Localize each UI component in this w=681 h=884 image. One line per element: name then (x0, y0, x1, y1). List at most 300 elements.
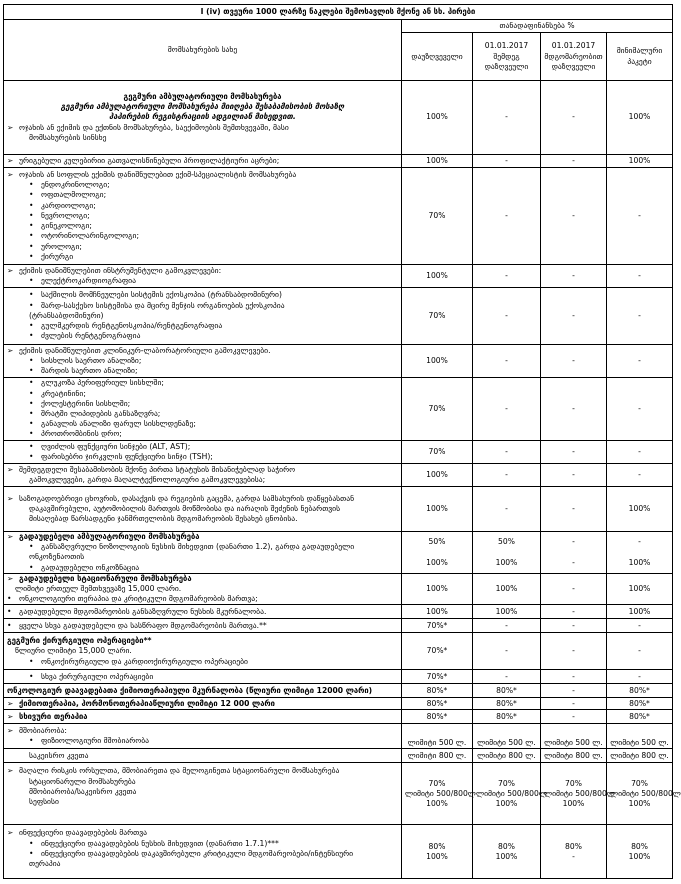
service-cell (4, 619, 402, 633)
service-text: მშობიარობა/საკეისრო კვეთა (29, 786, 137, 796)
insured-as-of-value: - (541, 168, 607, 265)
service-text: გინეკოლოგი; (41, 221, 92, 231)
service-line (7, 321, 398, 331)
service-line (7, 494, 398, 504)
uninsured-value: 70% (402, 288, 473, 345)
service-line (7, 123, 398, 133)
insured-as-of-value: - (541, 464, 607, 487)
insured-as-of-value: - (541, 288, 607, 345)
service-text: წლიური ლიმიტი 15,000 ლარი. (15, 646, 132, 656)
inpatient-value-line: 100% (495, 799, 518, 809)
insured-as-of-value: - (541, 378, 607, 441)
service-line (7, 839, 398, 849)
uninsured-value: 100% (402, 265, 473, 288)
minimum-package-value: - (607, 619, 673, 633)
service-line (7, 102, 398, 112)
insured-after-value: 100% (473, 573, 541, 605)
insured-after-value: 80%* (473, 684, 541, 698)
service-text: ექიმის დანიშნულებით ინსტრუმენტული გამოკვლევები: (19, 265, 222, 275)
bullet-icon (29, 442, 41, 452)
service-cell (4, 698, 402, 710)
service-cell (4, 168, 402, 265)
service-line (7, 636, 398, 646)
bullet-icon (7, 594, 19, 604)
table-row (4, 532, 673, 574)
service-line (7, 514, 398, 524)
insured-after-value: - (473, 168, 541, 265)
table-row (4, 619, 673, 633)
uninsured-value: 80%* (402, 698, 473, 710)
service-text: სისხლის საერთო ანალიზი; (41, 355, 142, 365)
bullet-icon (29, 672, 41, 682)
uninsured-value: 70% (402, 378, 473, 441)
service-text: გეგმური ქირურგიული ოპერაციები** (7, 636, 152, 646)
insured-after-value: - (473, 441, 541, 464)
service-line (7, 787, 398, 797)
service-cell (4, 684, 402, 698)
birth-limit-value: ლიმიტი 500 ლ. (402, 724, 473, 749)
service-text: ოფთალმოლოგი; (41, 190, 107, 200)
insured-after-value: - (473, 288, 541, 345)
service-cell (4, 605, 402, 619)
service-line (7, 766, 398, 776)
service-text: გლუკოზა პერიფერიულ სისხლში; (41, 378, 164, 388)
inpatient-value-line: 100% (628, 799, 651, 809)
service-text: პროთრომბინის დრო; (41, 429, 122, 439)
insured-after-value: - (473, 265, 541, 288)
service-line (7, 751, 398, 761)
minimum-package-value: - (607, 288, 673, 345)
service-cell (4, 825, 402, 879)
insured-after-value: 80%* (473, 698, 541, 710)
service-text: საკეისრო კვეთა (29, 750, 89, 760)
service-cell (4, 265, 402, 288)
insured-as-of-value: - (541, 441, 607, 464)
service-line (7, 419, 398, 429)
service-text: ჰაპირების რეგისტრაციის ადგილიან მიხედვით. (109, 112, 296, 122)
bullet-icon (29, 399, 41, 409)
bullet-icon (29, 839, 41, 849)
copayment-table (3, 4, 681, 879)
insured-after-value: - (473, 487, 541, 532)
service-text: მომსახურების სინსხე (29, 132, 107, 142)
date-sub-label: მდგომარეობით დაზღვეული (544, 51, 603, 71)
service-text: ინფექციური დაავადებების ნუსხის მიხედვით (დანართი 1.7.1)*** (41, 838, 279, 848)
inpatient-value (402, 763, 476, 825)
arrow-bullet-icon (7, 346, 19, 356)
table-row (4, 749, 673, 763)
insured-as-of-value: - (541, 605, 607, 619)
bullet-icon (29, 378, 41, 388)
bullet-icon (29, 301, 41, 311)
birth-limit-value: ლიმიტი 500 ლ. (473, 724, 541, 749)
service-cell (4, 288, 402, 345)
service-line (7, 686, 398, 696)
service-line (7, 475, 398, 485)
minimum-package-value: 100% (607, 487, 673, 532)
table-row (4, 345, 673, 378)
service-line (7, 504, 398, 514)
bullet-icon (29, 331, 41, 341)
uninsured-value: 100% (402, 81, 473, 155)
inpatient-value-line: ლიმიტი 500/800ლ (610, 788, 681, 798)
bullet-icon (29, 366, 41, 376)
service-text: შარდის საერთო ანალიზი; (41, 366, 138, 376)
uninsured-value: 70% (402, 441, 473, 464)
birth-limit-value: ლიმიტი 800 ლ. (402, 749, 473, 763)
service-line (7, 849, 398, 859)
insured-as-of-value: - (541, 619, 607, 633)
infectious-value: 80% 100% (402, 825, 473, 879)
service-line (7, 301, 398, 311)
uninsured-value: 70%* (402, 670, 473, 684)
service-text: ქიმიოთერაპია, ჰორმონოთერაპიაწლიური ლიმიტი 12 000 ლარი (19, 698, 275, 708)
table-row (4, 633, 673, 670)
uninsured-value: 100% (402, 573, 473, 605)
service-cell (4, 487, 402, 532)
insured-as-of-value: - (541, 155, 607, 168)
service-text: ინფექციური დაავადებების დაკავშირებული კრიტიკული მდგომარეობები/ინტენსიური (41, 848, 354, 858)
service-text: სეფსისი (29, 797, 59, 807)
date-label: 01.01.2017 (551, 41, 596, 51)
service-line (7, 532, 398, 542)
table-row (4, 670, 673, 684)
service-text: (ტრანსაბდომინური) (29, 310, 104, 320)
service-line (7, 797, 398, 807)
minimum-package-value: 100% (607, 605, 673, 619)
inpatient-value (541, 763, 615, 825)
birth-limit-value: ლიმიტი 800 ლ. (541, 749, 607, 763)
service-text: საზოგადოებრივი ცხოვრის, დასაქვის და რეგიების გაცემა, გარდა სამსახურის დაწყებასთან (19, 493, 355, 503)
bullet-icon (29, 452, 41, 462)
uninsured-value: 50% 100% (402, 532, 473, 574)
service-line (7, 563, 398, 573)
birth-limit-value: ლიმიტი 500 ლ. (607, 724, 673, 749)
uninsured-value: 70%* (402, 633, 473, 670)
arrow-bullet-icon (7, 766, 19, 776)
service-line (7, 331, 398, 341)
service-text: კრეატინინი; (41, 388, 86, 398)
service-line (7, 399, 398, 409)
bullet-icon (29, 180, 41, 190)
minimum-package-value: - (607, 633, 673, 670)
arrow-bullet-icon (7, 170, 19, 180)
table-row (4, 605, 673, 619)
bullet-icon (29, 290, 41, 300)
service-line (7, 736, 398, 746)
inpatient-value (607, 763, 681, 825)
service-text: ელექტროკარდიოგრაფია (41, 276, 136, 285)
insured-after-value: 80%* (473, 710, 541, 724)
inpatient-value-line: 70% (631, 778, 648, 788)
service-text: მისაღებად წარსადგენი ჯანმრთელობის მდგომარეობის შესახებ ცნობისა. (29, 514, 298, 524)
table-title-row (4, 5, 673, 20)
arrow-bullet-icon (7, 465, 19, 475)
table-row (4, 698, 673, 710)
service-line (7, 828, 398, 838)
service-cell (4, 441, 402, 464)
funding-column-header: თანადაფინანსება % (402, 20, 673, 33)
date-label: 01.01.2017 (484, 41, 529, 51)
service-text: თერაპია (29, 859, 61, 869)
service-line (7, 252, 398, 262)
insured-after-value: - (473, 464, 541, 487)
service-text: ღვიძლის ფუნქციური სინჯები (ALT, AST); (41, 441, 191, 451)
bullet-icon (7, 607, 19, 617)
service-column-header: მომსახურების სახე (4, 20, 402, 81)
table-row (4, 573, 673, 605)
service-line (7, 276, 398, 286)
service-line (7, 726, 398, 736)
insured-as-of-value: - - (541, 532, 607, 574)
insured-after-value: - (473, 345, 541, 378)
arrow-bullet-icon (7, 828, 19, 838)
service-text: განსაზღვრული ნოზოლოგიის ნუსხის მიხედვით (დანართი 1.2), გარდა გადაუდებელი (41, 542, 355, 552)
inpatient-value-line: 100% (562, 799, 585, 809)
table-row (4, 710, 673, 724)
bullet-icon (29, 542, 41, 552)
service-line (7, 542, 398, 552)
service-line (7, 672, 398, 682)
uninsured-value: 100% (402, 605, 473, 619)
service-text: გადაუდებელი ონკოზნაცია (41, 562, 140, 572)
table-title: I (iv) თვეური 1000 ლარზე ნაკლები შემოსავლის მქონე ან სხ. პირები (4, 5, 673, 20)
service-cell (4, 749, 402, 763)
minimum-package-value: 80%* (607, 684, 673, 698)
insured-as-of-value: - (541, 710, 607, 724)
birth-limit-value: ლიმიტი 500 ლ. (541, 724, 607, 749)
table-row (4, 81, 673, 155)
birth-limit-value: ლიმიტი 800 ლ. (607, 749, 673, 763)
arrow-bullet-icon (7, 266, 19, 276)
service-text: ოჯახის ან სოფლის ექიმის დანიშნულებით ექიმ-სპეციალისტის მომსახურება (19, 170, 297, 180)
service-line (7, 156, 398, 166)
service-text: სხივური თერაპია (19, 711, 88, 721)
service-text: შარდ-სასქესო სისტემისა და მცირე მენჯის ორგანოების ექოსკოპია (41, 300, 285, 310)
service-line (7, 442, 398, 452)
minimum-package-value: 80%* (607, 698, 673, 710)
date-sub-label: შემდეგ დაზღვეული (484, 51, 529, 71)
table-row (4, 464, 673, 487)
service-line (7, 133, 398, 143)
service-text: ენდოკრინოლოგი; (41, 180, 110, 190)
service-text: ყველა სხვა გადაუდებელი და სასწრაფო მდგომარეობის მართვა.** (19, 620, 267, 630)
bullet-icon (29, 252, 41, 262)
inpatient-value-line: ლიმიტი 500/800ლ (544, 788, 615, 798)
bullet-icon (29, 409, 41, 419)
minimum-package-value: 100% (607, 81, 673, 155)
service-text: გეგმური ამბულატორიული მომსახურება (123, 91, 282, 101)
insured-as-of-value: - (541, 684, 607, 698)
uninsured-value: 100% (402, 345, 473, 378)
service-line (7, 346, 398, 356)
service-text: გადაუდებელი სტაციონარული მომსახურება (19, 573, 192, 583)
bullet-icon (29, 736, 41, 746)
arrow-bullet-icon (7, 123, 19, 133)
insured-after-value: 50% 100% (473, 532, 541, 574)
insured-after-value: - (473, 670, 541, 684)
service-text: შრატში ლიპიდების განსაზღვრა; (41, 409, 161, 418)
service-line (7, 452, 398, 462)
minimum-package-value: - (607, 464, 673, 487)
bullet-icon (29, 211, 41, 221)
service-text: ოტორინოლარინგოლოგი; (41, 231, 140, 241)
table-row (4, 825, 673, 879)
service-text: მშობიარობა: (19, 726, 67, 736)
service-text: გეგმური ამბულატორიული მომსახურება მიიღება შესაბამისობის მოსაზღ (60, 102, 345, 112)
service-text: ექიმის დანიშნულებით კლინიკურ-ლაბორატორიული გამოკვლევები. (19, 345, 271, 355)
arrow-bullet-icon (7, 574, 19, 584)
bullet-icon (29, 356, 41, 366)
minimum-package-value: - (607, 168, 673, 265)
service-line (7, 646, 398, 656)
bullet-icon (29, 563, 41, 573)
service-text: სტაციონარული მომსახურება (29, 776, 136, 786)
minimum-package-value: - (607, 441, 673, 464)
service-text: გადაუდებელი ამბულატორიული მომსახურება (19, 532, 200, 541)
service-line (7, 170, 398, 180)
service-line (7, 221, 398, 231)
service-line (7, 552, 398, 562)
service-line (7, 409, 398, 419)
uninsured-value: 80%* (402, 684, 473, 698)
service-line (7, 607, 398, 617)
service-cell (4, 378, 402, 441)
bullet-icon (29, 849, 41, 859)
service-line (7, 211, 398, 221)
insured-after-value: 100% (473, 605, 541, 619)
uninsured-header: დაუზღვეველი (402, 33, 473, 81)
bullet-icon (29, 321, 41, 331)
minimum-package-value: - (607, 345, 673, 378)
service-text: განავლის ანალიზი ფარულ სისხლდენაზე; (41, 419, 196, 429)
service-text: ონკოლოგიურ დაავადებათა ქიმიოთერაპიული მკურნალობა (წლიური ლიმიტი 12000 ლარი) (7, 685, 373, 695)
minimum-package-value: 80%* (607, 710, 673, 724)
arrow-bullet-icon (7, 712, 19, 722)
service-line (7, 429, 398, 439)
insured-as-of-value: - (541, 487, 607, 532)
arrow-bullet-icon (7, 532, 19, 542)
service-line (7, 699, 398, 709)
service-cell (4, 155, 402, 168)
service-text: ძვლების რენტგენოგრაფია (41, 331, 141, 341)
service-line (7, 657, 398, 667)
service-line (7, 201, 398, 211)
service-text: ნევროლოგი; (41, 210, 90, 220)
infectious-value: 80% - (541, 825, 607, 879)
inpatient-value-line: ლიმიტი 500/800ლ (405, 788, 476, 798)
minimum-package-header: მინიმალური პაკეტი (607, 33, 673, 81)
service-line (7, 366, 398, 376)
minimum-package-value: 100% (607, 155, 673, 168)
service-text: გადაუდებელი მდგომარეობის განსაზღვრული ნუსხის მკურნალობა. (19, 606, 267, 616)
service-text: გულმკერდის რენტგენოსკოპია/რენტგენოგრაფია (41, 321, 223, 331)
table-row (4, 487, 673, 532)
table-row (4, 265, 673, 288)
service-cell (4, 532, 402, 574)
service-text: ქოლესტერინი სისხლში; (41, 398, 131, 408)
service-line (7, 180, 398, 190)
service-text: ონკოქირურგიული და კარდიოქირურგიული ოპერაციები (41, 656, 248, 666)
service-text: ფარისებრი ჯირკვლის ფუნქციური სინჯი (TSH); (41, 452, 213, 461)
header-row-1 (4, 20, 673, 33)
service-text: ოჯახის ან ექიმის და ექთნის მომსახურება, საექიმოების შემთხვევაში, მასი (19, 122, 289, 132)
table-row (4, 441, 673, 464)
insured-after-header (473, 33, 541, 81)
service-cell (4, 763, 402, 825)
arrow-bullet-icon (7, 156, 19, 166)
service-text: საქმილის მომჩნეულები სისტემის ექოსკოპია (ტრანსაბდომინური) (41, 290, 282, 300)
infectious-value: 80% 100% (473, 825, 541, 879)
service-text: ქირურგი (41, 251, 74, 261)
service-text: მაღალი რისკის ორსულთა, მშობიარეთა და მელოგინეთა სტაციონარული მომსახურება (19, 766, 340, 776)
uninsured-value: 100% (402, 155, 473, 168)
service-line (7, 584, 398, 594)
table-row (4, 763, 673, 825)
service-line (7, 378, 398, 388)
service-text: ონკოზენაოთის (29, 552, 85, 562)
service-text: ინფექციური დაავადებების მართვა (19, 828, 148, 838)
arrow-bullet-icon (7, 726, 19, 736)
service-cell (4, 464, 402, 487)
service-text: გამოკვლევები, გარდა მაღალტექნოლოგიური გამოკვლევებისა; (29, 475, 266, 484)
service-line (7, 859, 398, 869)
service-text: ონკოლოგიური თერაპია და კრიტიკული მდგომარეობის მართვა; (19, 594, 258, 604)
service-cell (4, 345, 402, 378)
service-cell (4, 710, 402, 724)
service-line (7, 574, 398, 584)
insured-after-value: - (473, 155, 541, 168)
service-line (7, 311, 398, 321)
bullet-icon (29, 201, 41, 211)
bullet-icon (29, 242, 41, 252)
minimum-package-value: - (607, 670, 673, 684)
service-line (7, 712, 398, 722)
insured-as-of-value: - (541, 345, 607, 378)
insured-after-value: - (473, 619, 541, 633)
bullet-icon (29, 389, 41, 399)
service-line (7, 242, 398, 252)
bullet-icon (29, 231, 41, 241)
service-cell (4, 633, 402, 670)
inpatient-value-line: 70% (565, 778, 582, 788)
service-cell (4, 573, 402, 605)
infectious-value: 80% 100% (607, 825, 673, 879)
insured-after-value: - (473, 378, 541, 441)
minimum-package-value: 100% (607, 573, 673, 605)
service-line (7, 266, 398, 276)
service-cell (4, 670, 402, 684)
bullet-icon (7, 621, 19, 631)
service-text: ლიმიტი ერთეულ შემთხვევაზე 15,000 ლარი. (15, 584, 182, 594)
uninsured-value: 100% (402, 464, 473, 487)
service-line (7, 777, 398, 787)
service-cell (4, 81, 402, 155)
service-text: სხვა ქირურგიული ოპერაციები (41, 671, 154, 681)
uninsured-value: 70% (402, 168, 473, 265)
service-line (7, 356, 398, 366)
bullet-icon (29, 221, 41, 231)
inpatient-value-line: ლიმიტი 500/800ლ (476, 788, 547, 798)
table-row (4, 155, 673, 168)
service-line (7, 594, 398, 604)
inpatient-value-line: 100% (426, 799, 448, 809)
uninsured-value: 80%* (402, 710, 473, 724)
bullet-icon (29, 429, 41, 439)
uninsured-value: 100% (402, 487, 473, 532)
inpatient-value-line: 70% (498, 778, 515, 788)
insured-as-of-value: - (541, 81, 607, 155)
